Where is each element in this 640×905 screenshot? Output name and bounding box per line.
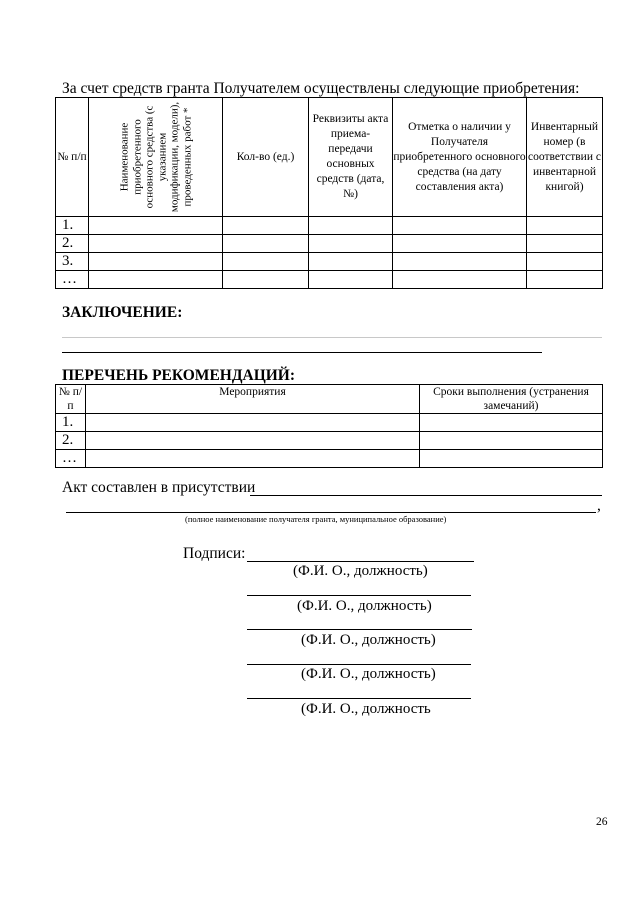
signature-caption: (Ф.И. О., должность [301, 701, 431, 717]
table-cell [393, 253, 527, 271]
act-presence-label: Акт составлен в присутствии [62, 479, 256, 496]
conclusion-line [62, 337, 602, 338]
table-cell [223, 217, 309, 235]
row-number: 3. [56, 253, 89, 271]
signature-line [247, 698, 471, 699]
row-number: 2. [56, 235, 89, 253]
page-number: 26 [596, 816, 608, 828]
header-inventory-number: Инвентарный номер (в соответствии с инвентарной книгой) [527, 98, 603, 217]
table-row [56, 414, 603, 432]
recommendations-heading: ПЕРЕЧЕНЬ РЕКОМЕНДАЦИЙ: [62, 367, 296, 384]
signatures-label: Подписи: [183, 545, 246, 562]
table-cell [527, 271, 603, 289]
table-cell [393, 235, 527, 253]
header-deadlines: Сроки выполнения (устранения замечаний) [420, 385, 603, 414]
table-cell [527, 253, 603, 271]
trailing-comma: , [597, 497, 601, 514]
table-cell [527, 235, 603, 253]
signature-caption: (Ф.И. О., должность) [293, 563, 428, 579]
table-row [56, 217, 603, 235]
table-cell [89, 235, 223, 253]
header-number: № п/п [56, 98, 89, 217]
signature-caption: (Ф.И. О., должность) [301, 666, 436, 682]
recipient-caption: (полное наименование получателя гранта, муниципальное образование) [185, 514, 447, 524]
header-item-name [89, 98, 223, 217]
row-number: 2. [56, 432, 86, 450]
row-number: 1. [56, 414, 86, 432]
table-cell [223, 271, 309, 289]
header-measures: Мероприятия [86, 385, 420, 414]
acquisitions-table [55, 97, 603, 289]
row-number: … [56, 450, 86, 468]
table-cell [89, 271, 223, 289]
table-cell [86, 450, 420, 468]
table-cell [309, 271, 393, 289]
row-number: 1. [56, 217, 89, 235]
signature-line [247, 595, 471, 596]
table-row [56, 450, 603, 468]
table-cell [89, 217, 223, 235]
table-row [56, 432, 603, 450]
conclusion-line [62, 352, 542, 353]
table-header-row [56, 98, 603, 217]
header-number: № п/п [56, 385, 86, 414]
signature-caption: (Ф.И. О., должность) [297, 598, 432, 614]
intro-text: За счет средств гранта Получателем осуществлены следующие приобретения: [62, 80, 580, 97]
table-cell [223, 235, 309, 253]
table-cell [309, 235, 393, 253]
recommendations-table [55, 384, 603, 468]
header-item-name-text: Наименование приобретенного основного средства (с указанием модификации, модели), проведенных работ * [118, 101, 193, 213]
table-cell [420, 432, 603, 450]
table-cell [309, 253, 393, 271]
signature-line [247, 629, 472, 630]
table-row [56, 253, 603, 271]
header-act-details: Реквизиты акта приема-передачи основных средств (дата, №) [309, 98, 393, 217]
table-header-row [56, 385, 603, 414]
table-cell [420, 450, 603, 468]
presence-line [250, 495, 602, 496]
table-cell [86, 432, 420, 450]
row-number: … [56, 271, 89, 289]
signature-line [247, 664, 471, 665]
table-cell [89, 253, 223, 271]
table-cell [309, 217, 393, 235]
presence-line [66, 512, 596, 513]
table-cell [393, 271, 527, 289]
signature-caption: (Ф.И. О., должность) [301, 632, 436, 648]
signature-line [247, 561, 474, 562]
table-row [56, 235, 603, 253]
conclusion-heading: ЗАКЛЮЧЕНИЕ: [62, 304, 183, 321]
table-cell [393, 217, 527, 235]
table-cell [223, 253, 309, 271]
table-row [56, 271, 603, 289]
table-cell [86, 414, 420, 432]
header-presence-mark: Отметка о наличии у Получателя приобретенного основного средства (на дату составления акта) [393, 98, 527, 217]
header-quantity: Кол-во (ед.) [223, 98, 309, 217]
table-cell [420, 414, 603, 432]
table-cell [527, 217, 603, 235]
